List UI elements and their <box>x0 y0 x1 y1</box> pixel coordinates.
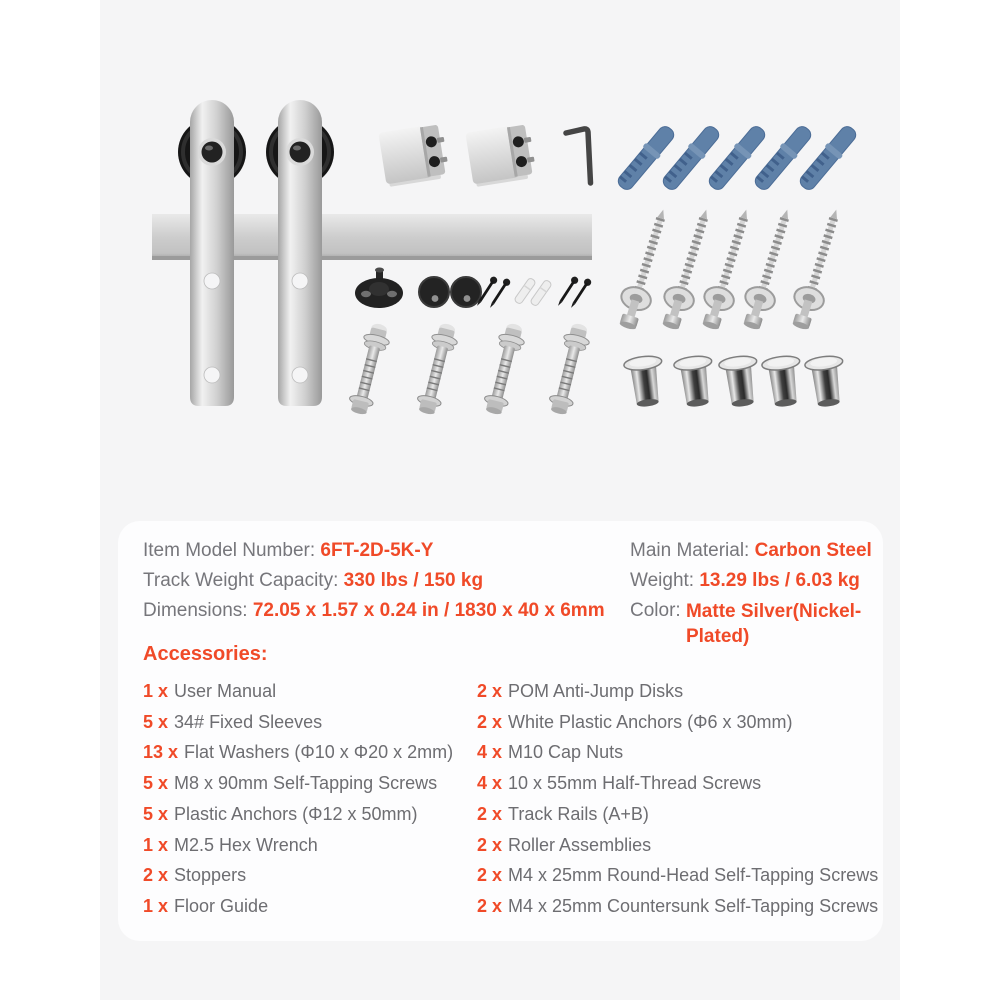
item-qty: 13 x <box>143 742 179 763</box>
half-thread-screw-3 <box>481 321 528 417</box>
spec-label: Dimensions: <box>143 600 253 621</box>
spec-card <box>118 521 883 941</box>
spec-weight <box>630 566 885 596</box>
accessories-section <box>143 642 883 922</box>
item-label: Plastic Anchors (Φ12 x 50mm) <box>174 803 418 824</box>
fixed-sleeve-1 <box>623 354 667 408</box>
list-item <box>477 860 883 891</box>
item-qty: 2 x <box>477 681 503 701</box>
list-item <box>477 707 883 738</box>
spec-material <box>630 536 885 566</box>
item-qty: 2 x <box>477 834 503 855</box>
item-qty: 5 x <box>143 803 169 824</box>
spec-column-right <box>630 536 885 649</box>
item-qty: 1 x <box>143 834 169 855</box>
spec-value: 6FT-2D-5K-Y <box>320 540 434 561</box>
item-label: M4 x 25mm Countersunk Self-Tapping Screws <box>508 895 879 916</box>
item-label: 10 x 55mm Half-Thread Screws <box>508 773 762 794</box>
item-label: POM Anti-Jump Disks <box>508 681 684 701</box>
list-item <box>477 891 883 922</box>
list-item <box>477 676 883 707</box>
accessories-column-right <box>477 676 883 922</box>
half-thread-screw-2 <box>414 321 461 417</box>
half-thread-screw-1 <box>346 321 393 417</box>
list-item <box>477 768 883 799</box>
item-label: Flat Washers (Φ10 x Φ20 x 2mm) <box>184 742 454 763</box>
item-label: Roller Assemblies <box>508 834 652 855</box>
floor-guide <box>355 268 403 309</box>
item-label: 34# Fixed Sleeves <box>174 711 323 732</box>
spec-label: Color: <box>630 600 686 621</box>
item-qty: 5 x <box>143 711 169 732</box>
item-qty: 2 x <box>477 895 503 916</box>
item-qty: 1 x <box>143 681 169 701</box>
item-label: White Plastic Anchors (Φ6 x 30mm) <box>508 711 793 732</box>
fixed-sleeve-3 <box>718 354 762 408</box>
spec-value: Carbon Steel <box>754 540 872 561</box>
spec-label: Weight: <box>630 570 700 591</box>
spec-label: Track Weight Capacity: <box>143 570 344 591</box>
list-item <box>143 799 477 830</box>
self-tapping-screw-5 <box>786 205 851 332</box>
hardware-collage <box>100 0 900 510</box>
spec-dimensions <box>143 596 623 626</box>
spec-value: 13.29 lbs / 6.03 kg <box>699 570 860 591</box>
spec-model-number <box>143 536 623 566</box>
spec-weight-capacity <box>143 566 623 596</box>
item-label: M4 x 25mm Round-Head Self-Tapping Screws <box>508 865 879 886</box>
spec-value: 330 lbs / 150 kg <box>343 570 484 591</box>
anti-jump-block-2 <box>465 123 537 187</box>
list-item <box>477 830 883 861</box>
fixed-sleeve-5 <box>804 354 848 408</box>
list-item <box>143 676 477 707</box>
item-qty: 1 x <box>143 895 169 916</box>
self-tapping-screw-4 <box>737 205 802 332</box>
spec-column-left <box>143 536 623 626</box>
item-label: Stoppers <box>174 865 247 886</box>
item-qty: 5 x <box>143 773 169 794</box>
half-thread-screw-4 <box>546 321 593 417</box>
accessories-heading: Accessories: <box>143 643 268 665</box>
hex-wrench <box>566 129 591 183</box>
pom-anti-jump-disk-2 <box>451 277 481 307</box>
item-label: M2.5 Hex Wrench <box>174 834 318 855</box>
item-qty: 2 x <box>477 711 503 732</box>
self-tapping-screw-3 <box>696 205 761 332</box>
item-label: Track Rails (A+B) <box>508 803 649 824</box>
item-label: M10 Cap Nuts <box>508 742 624 763</box>
self-tapping-screw-1 <box>613 205 678 332</box>
list-item <box>143 891 477 922</box>
countersunk-screw-1 <box>555 275 580 308</box>
list-item <box>143 830 477 861</box>
list-item <box>143 737 477 768</box>
spec-value: Matte Silver(Nickel-Plated) <box>685 601 862 647</box>
item-qty: 2 x <box>477 803 503 824</box>
spec-label: Item Model Number: <box>143 540 321 561</box>
anti-jump-block-1 <box>378 123 450 187</box>
fixed-sleeve-4 <box>761 354 805 408</box>
item-label: Floor Guide <box>174 895 269 916</box>
list-item <box>143 707 477 738</box>
product-infographic-stage <box>100 0 900 1000</box>
pom-anti-jump-disk-1 <box>419 277 449 307</box>
item-label: M8 x 90mm Self-Tapping Screws <box>174 773 438 794</box>
list-item <box>143 860 477 891</box>
spec-label: Main Material: <box>630 540 755 561</box>
item-label: User Manual <box>174 681 277 701</box>
item-qty: 4 x <box>477 742 503 763</box>
list-item <box>143 768 477 799</box>
item-qty: 2 x <box>477 865 503 886</box>
list-item <box>477 799 883 830</box>
accessories-column-left <box>143 676 477 922</box>
spec-value: 72.05 x 1.57 x 0.24 in / 1830 x 40 x 6mm <box>252 600 605 621</box>
item-qty: 2 x <box>143 865 169 886</box>
item-qty: 4 x <box>477 773 503 794</box>
fixed-sleeve-2 <box>673 354 717 408</box>
list-item <box>477 737 883 768</box>
